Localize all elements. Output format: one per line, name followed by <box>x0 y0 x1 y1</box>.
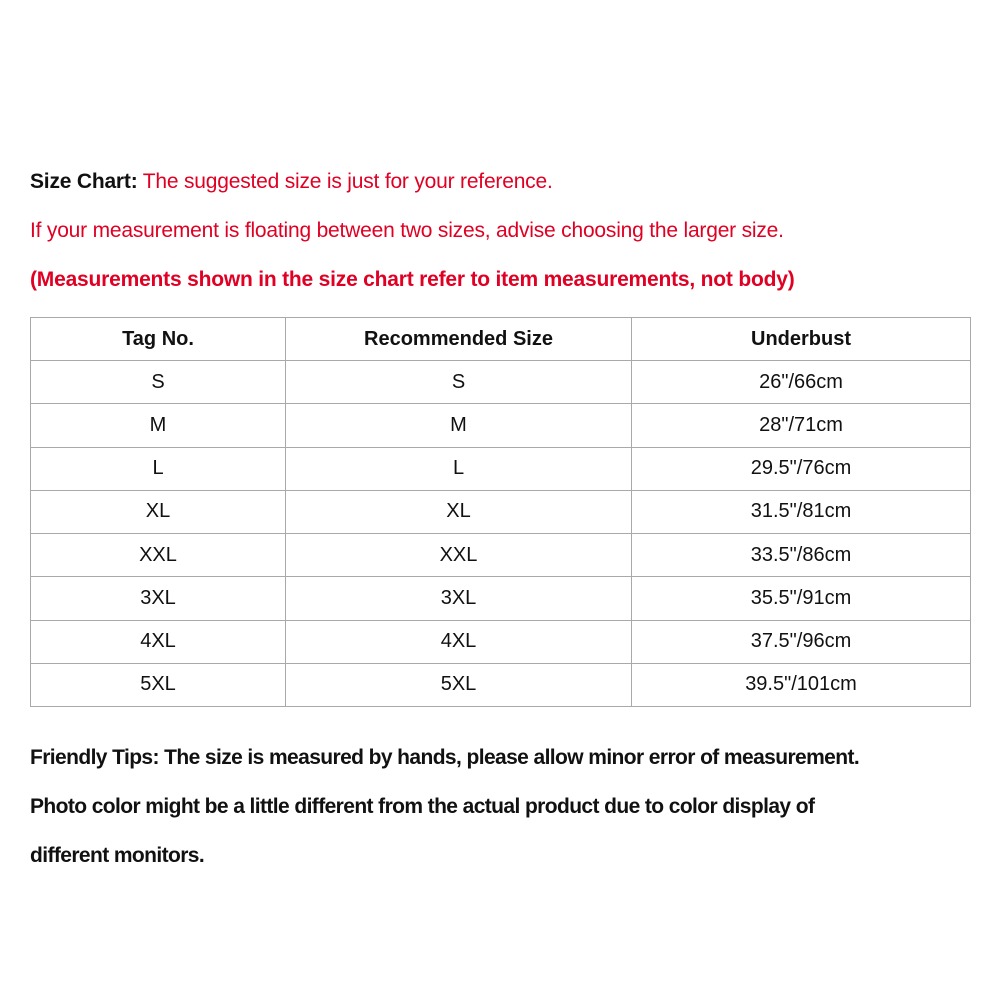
table-cell: 37.5"/96cm <box>632 620 971 663</box>
size-chart-reference-note: The suggested size is just for your reference. <box>137 170 553 193</box>
table-cell: M <box>286 404 632 447</box>
table-cell: L <box>286 447 632 490</box>
table-row <box>31 361 971 404</box>
table-cell: 5XL <box>31 663 286 706</box>
table-cell: 39.5"/101cm <box>632 663 971 706</box>
table-cell: 28"/71cm <box>632 404 971 447</box>
size-chart-intro <box>30 170 990 317</box>
table-cell: XL <box>286 490 632 533</box>
header-underbust: Underbust <box>632 318 971 361</box>
table-cell: 29.5"/76cm <box>632 447 971 490</box>
table-cell: S <box>31 361 286 404</box>
table-cell: 26"/66cm <box>632 361 971 404</box>
table-row <box>31 490 971 533</box>
table-header-row <box>31 318 971 361</box>
table-row <box>31 404 971 447</box>
size-chart-title-line <box>30 170 990 193</box>
table-cell: 33.5"/86cm <box>632 534 971 577</box>
table-row <box>31 663 971 706</box>
table-cell: 5XL <box>286 663 632 706</box>
table-cell: L <box>31 447 286 490</box>
table-cell: 4XL <box>286 620 632 663</box>
size-chart-label: Size Chart: <box>30 170 138 193</box>
table-cell: XXL <box>286 534 632 577</box>
table-cell: 31.5"/81cm <box>632 490 971 533</box>
table-row <box>31 620 971 663</box>
size-chart-table <box>30 317 971 707</box>
header-recommended-size: Recommended Size <box>286 318 632 361</box>
friendly-tips <box>30 746 995 893</box>
table-cell: 35.5"/91cm <box>632 577 971 620</box>
table-cell: S <box>286 361 632 404</box>
table-cell: 3XL <box>31 577 286 620</box>
friendly-tips-line: different monitors. <box>30 844 205 867</box>
table-row <box>31 577 971 620</box>
header-tag-no: Tag No. <box>31 318 286 361</box>
friendly-tips-line: Photo color might be a little different from the actual product due to color display of <box>30 795 815 818</box>
table-cell: 3XL <box>286 577 632 620</box>
table-row <box>31 534 971 577</box>
measurement-disclaimer: (Measurements shown in the size chart refer to item measurements, not body) <box>30 268 795 291</box>
table-cell: 4XL <box>31 620 286 663</box>
table-cell: XL <box>31 490 286 533</box>
table-row <box>31 447 971 490</box>
table-cell: XXL <box>31 534 286 577</box>
friendly-tips-line: Friendly Tips: The size is measured by hands, please allow minor error of measurement. <box>30 746 860 769</box>
table-cell: M <box>31 404 286 447</box>
size-advice-note: If your measurement is floating between two sizes, advise choosing the larger size. <box>30 219 784 242</box>
